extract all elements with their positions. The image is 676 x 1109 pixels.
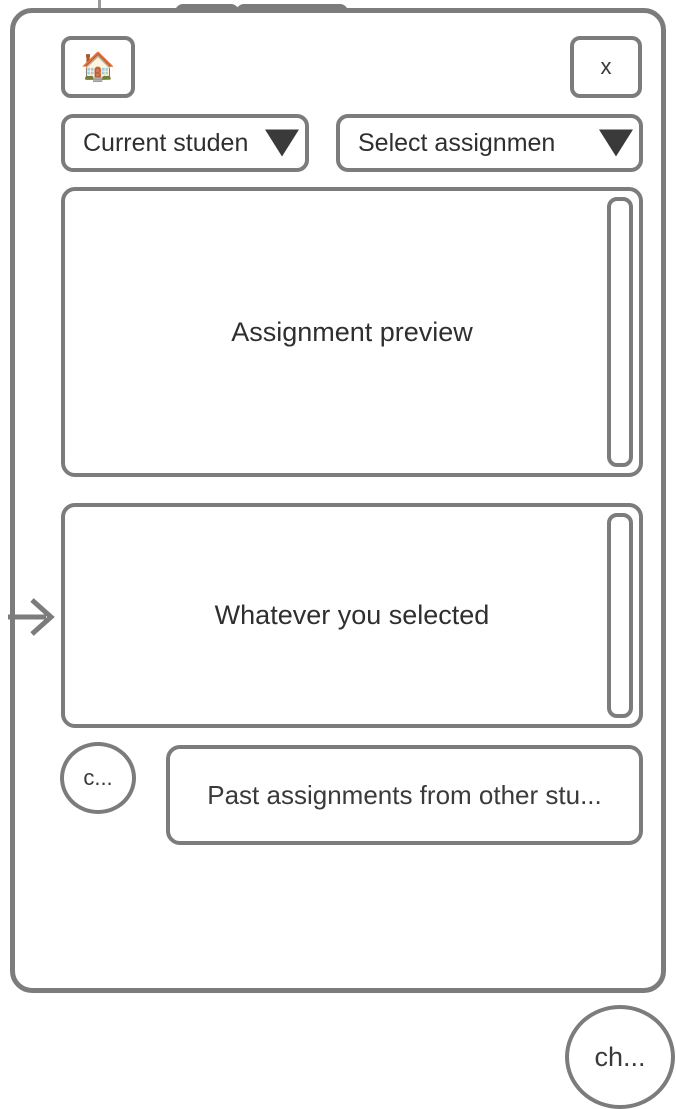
past-assignments-button[interactable]	[166, 745, 643, 845]
select-assignment-label: Select assignmen	[358, 128, 556, 157]
chat-circle-button[interactable]	[565, 1005, 675, 1109]
close-icon-label: x	[600, 54, 612, 79]
selected-content-label: Whatever you selected	[214, 600, 490, 630]
comments-circle-button[interactable]	[60, 742, 136, 814]
chevron-down-icon	[599, 130, 633, 157]
chat-circle-label: ch...	[594, 1041, 646, 1072]
flow-arrow-right-icon	[6, 588, 56, 646]
chevron-down-icon	[265, 130, 299, 157]
comments-circle-label: c...	[83, 765, 113, 790]
close-button[interactable]	[570, 36, 642, 98]
assignment-preview-panel	[61, 187, 643, 477]
home-icon: 🏠	[80, 51, 116, 82]
assignment-preview-scrollbar[interactable]	[607, 197, 633, 467]
assignment-preview-label: Assignment preview	[231, 316, 473, 347]
select-assignment-dropdown[interactable]	[336, 114, 643, 172]
selected-content-panel	[61, 503, 643, 728]
selected-content-scrollbar[interactable]	[607, 513, 633, 718]
home-button[interactable]	[61, 36, 135, 98]
current-student-dropdown[interactable]	[61, 114, 309, 172]
past-assignments-label: Past assignments from other stu...	[207, 779, 602, 810]
current-student-label: Current studen	[83, 128, 249, 157]
